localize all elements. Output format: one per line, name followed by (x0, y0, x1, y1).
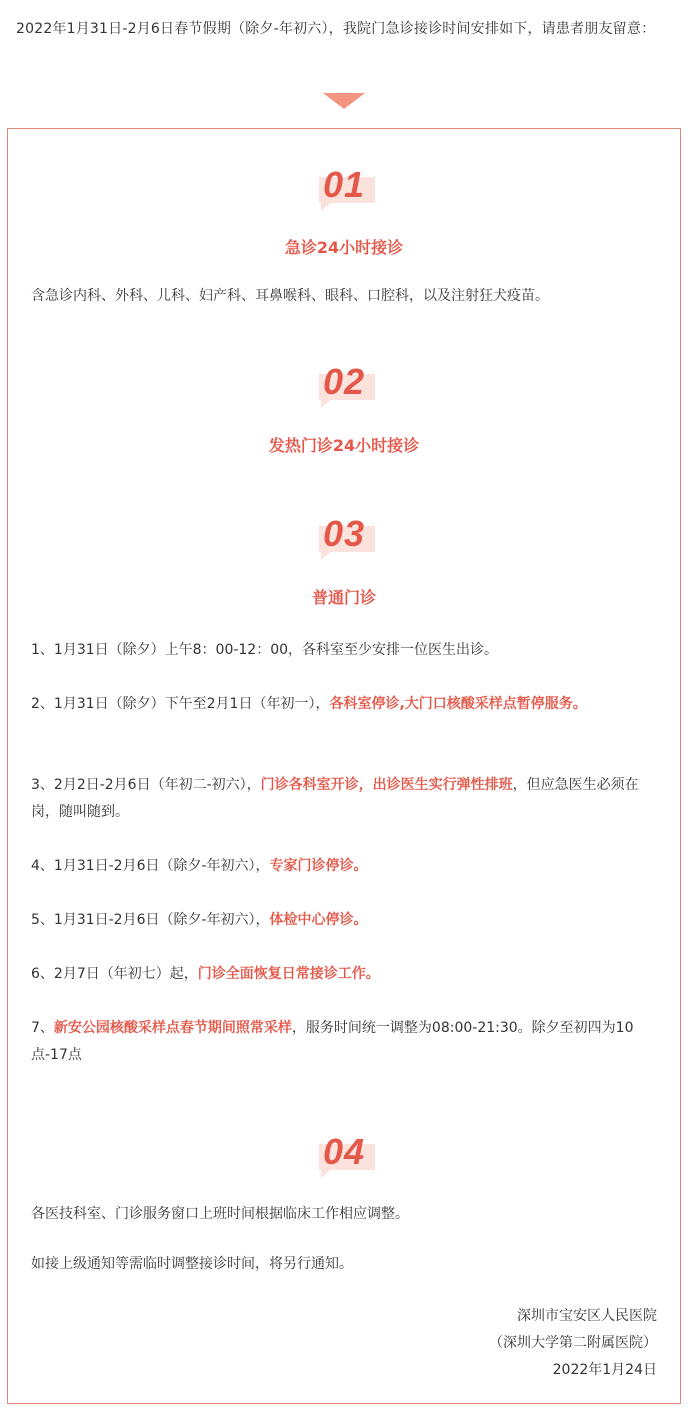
section-number-text: 01 (323, 164, 366, 205)
list-item (31, 1015, 661, 1069)
item-highlight: 专家门诊停诊。 (269, 858, 368, 874)
section-title-fever-clinic: 发热门诊24小时接诊 (268, 436, 420, 455)
section-title-emergency: 急诊24小时接诊 (284, 238, 404, 257)
list-item (31, 961, 661, 988)
item-text: 2、1月31日（除夕）下午至2月1日（年初一）， (31, 696, 330, 712)
signature-affiliation: （深圳大学第二附属医院） (489, 1335, 657, 1351)
item-text: 1、1月31日（除夕）上午8：00-12：00，各科室至少安排一位医生出诊。 (31, 642, 499, 658)
section-text-emergency: 含急诊内科、外科、儿科、妇产科、耳鼻喉科、眼科、口腔科，以及注射狂犬疫苗。 (31, 288, 549, 304)
signature-hospital: 深圳市宝安区人民医院 (517, 1308, 657, 1324)
note-text: 各医技科室、门诊服务窗口上班时间根据临床工作相应调整。 (31, 1206, 409, 1222)
item-text: 4、1月31日-2月6日（除夕-年初六）， (31, 858, 270, 874)
section-number-text: 02 (323, 361, 366, 402)
signature-date: 2022年1月24日 (552, 1362, 657, 1378)
item-text: 7、 (31, 1020, 54, 1036)
item-text: 5、1月31日-2月6日（除夕-年初六）， (31, 912, 270, 928)
section-number-03 (319, 514, 375, 554)
section-number-01 (319, 165, 375, 205)
item-highlight: 门诊全面恢复日常接诊工作。 (197, 966, 380, 982)
item-highlight: 各科室停诊,大门口核酸采样点暂停服务。 (329, 696, 587, 712)
list-item (31, 772, 661, 826)
section-number-text: 03 (323, 513, 366, 554)
list-item (31, 637, 661, 664)
list-item (31, 691, 661, 718)
section-number-04 (319, 1132, 375, 1172)
item-highlight: 体检中心停诊。 (269, 912, 368, 928)
section-number-text: 04 (323, 1131, 366, 1172)
item-highlight: 新安公园核酸采样点春节期间照常采样 (53, 1020, 292, 1036)
note-text: 如接上级通知等需临时调整接诊时间，将另行通知。 (31, 1256, 353, 1272)
item-tail: ，但应急医生必须在岗，随叫随到。 (31, 777, 639, 820)
item-text: 3、2月2日-2月6日（年初二-初六）， (31, 777, 261, 793)
intro-text: 2022年1月31日-2月6日春节假期（除夕-年初六），我院门急诊接诊时间安排如下，请患者朋友留意： (16, 21, 656, 37)
section-number-02 (319, 362, 375, 402)
item-tail: ，服务时间统一调整为08:00-21:30。除夕至初四为10点-17点 (31, 1020, 634, 1063)
list-item (31, 853, 661, 880)
down-arrow-icon (323, 93, 365, 109)
list-item (31, 907, 661, 934)
section-title-outpatient: 普通门诊 (311, 588, 376, 607)
item-highlight: 门诊各科室开诊，出诊医生实行弹性排班 (260, 777, 513, 793)
item-text: 6、2月7日（年初七）起， (31, 966, 198, 982)
